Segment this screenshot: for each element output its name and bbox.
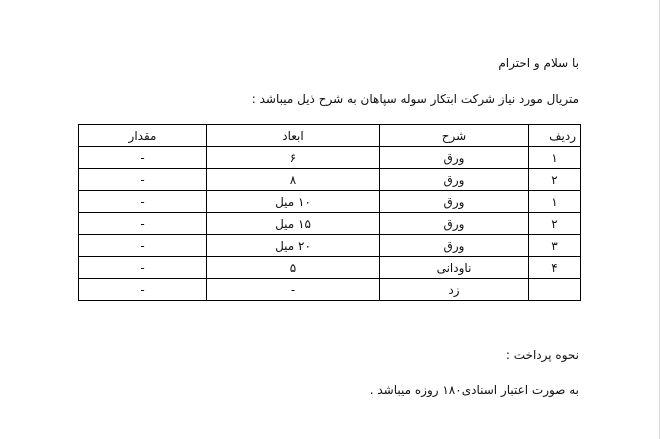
cell-quantity: - (79, 169, 207, 191)
header-description: شرح (380, 125, 529, 147)
cell-dimensions: ۵ (207, 257, 380, 279)
header-quantity: مقدار (79, 125, 207, 147)
cell-description: ناودانی (380, 257, 529, 279)
cell-dimensions: ۲۰ میل (207, 235, 380, 257)
table-row (79, 279, 581, 301)
table-header-row (79, 125, 581, 147)
header-dimensions: ابعاد (207, 125, 380, 147)
cell-row-number: ۲ (529, 169, 581, 191)
cell-description: ورق (380, 147, 529, 169)
cell-description: زد (380, 279, 529, 301)
table-row (79, 147, 581, 169)
cell-dimensions: ۱۰ میل (207, 191, 380, 213)
cell-description: ورق (380, 235, 529, 257)
cell-row-number (529, 279, 581, 301)
cell-description: ورق (380, 191, 529, 213)
cell-description: ورق (380, 213, 529, 235)
cell-dimensions: - (207, 279, 380, 301)
cell-quantity: - (79, 257, 207, 279)
cell-row-number: ۱ (529, 191, 581, 213)
cell-quantity: - (79, 213, 207, 235)
payment-terms: به صورت اعتبار اسنادی۱۸۰ روزه میباشد . (369, 383, 579, 397)
header-row-number: ردیف (529, 125, 581, 147)
cell-row-number: ۱ (529, 147, 581, 169)
cell-description: ورق (380, 169, 529, 191)
cell-quantity: - (79, 235, 207, 257)
table-row (79, 169, 581, 191)
cell-dimensions: ۶ (207, 147, 380, 169)
cell-dimensions: ۸ (207, 169, 380, 191)
intro-line: متریال مورد نیاز شرکت ابتکار سوله سپاهان به شرح ذیل میباشد : (251, 92, 579, 106)
cell-dimensions: ۱۵ میل (207, 213, 380, 235)
cell-row-number: ۴ (529, 257, 581, 279)
cell-quantity: - (79, 147, 207, 169)
cell-quantity: - (79, 191, 207, 213)
cell-row-number: ۳ (529, 235, 581, 257)
table-row (79, 191, 581, 213)
materials-table (78, 124, 581, 301)
table-row (79, 257, 581, 279)
payment-method-title: نحوه پرداخت : (505, 348, 579, 362)
cell-row-number: ۲ (529, 213, 581, 235)
table-row (79, 213, 581, 235)
greeting: با سلام و احترام (498, 56, 579, 70)
table-row (79, 235, 581, 257)
cell-quantity: - (79, 279, 207, 301)
